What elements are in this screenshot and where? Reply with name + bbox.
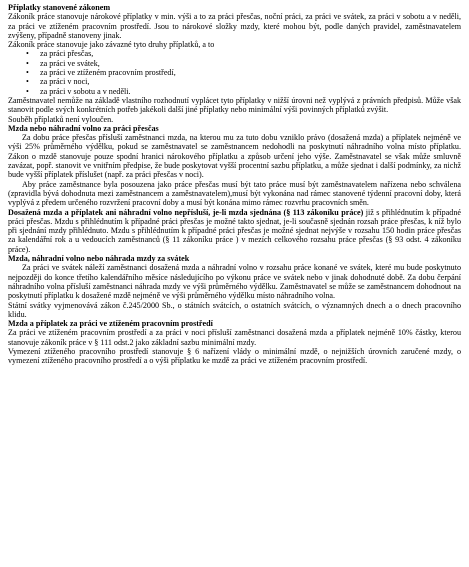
section-heading-holiday: Mzda, náhradní volno nebo náhrada mzdy za svátek (8, 254, 190, 264)
section-heading-agreed-wage: Dosažená mzda a příplatek ani náhradní volno nepřísluší, je-li mzda sjednána (§ 113 zákoníku práce) (8, 207, 364, 217)
section-heading-statutory-allowances: Příplatky stanovené zákonem (8, 3, 111, 12)
paragraph: Aby práce zaměstnance byla posouzena jako práce přesčas musí být tato práce musí být zaměstnavatelem nařízena nebo schválena (zpravidla bývá dohodnuta mezi zaměstnancem a zaměstnavatelem),musí být vykonána nad rámec stanovené týdenní pracovní doby, která vyplývá z předem určeného rozvržení pracovní doby a musí být konána mimo rámec rozvrhu pracovních směn. (8, 179, 461, 208)
paragraph: Zaměstnavatel nemůže na základě vlastního rozhodnutí vyplácet tyto příplatky v nižší úrovni než vyplývá z právních předpisů. Může však stanovit podle svých konkrétních potřeb jakékoli další jiné příplatky nebo minimální výši povinných příplatků zvýšit. (8, 95, 461, 115)
allowance-list (8, 49, 461, 95)
paragraph-text: již s přihlédnutím k případné práci přesčas. Mzdu s přihlédnutím k případné práci přesčas je možné takto sjednat, je-li současně sjednán rozsah práce přesčas, k níž bylo při sjednání mzdy přihlédnuto. Mzdu s přihlédnutím k případné práci přesčas je možné sjednat nejvýše v rozsahu 150 hodin práce přesčas za kalendářní rok a u vedoucích zaměstnanců (§ 11 zákoníku práce ) v mezích celkového rozsahu práce přesčas (§ 93 odst. 4 zákoníku práce). (8, 207, 461, 254)
list-item: • za práci přesčas, (40, 49, 461, 58)
paragraph-with-bold-lead (8, 208, 461, 254)
paragraph: Vymezení ztíženého pracovního prostředí stanovuje § 6 nařízení vlády o minimální mzdě, o nejnižších úrovních zaručené mzdy, o vymezení ztíženého pracovního prostředí a o výši příplatku ke mzdě za práci ve ztíženém pracovním prostředí. (8, 346, 461, 366)
list-item: • za práci v sobotu a v neděli. (40, 87, 461, 96)
section-heading-difficult-environment: Mzda a příplatek za práci ve ztíženém pracovním prostředí (8, 319, 213, 329)
section-heading-overtime: Mzda nebo náhradní volno za práci přesčas (8, 123, 159, 133)
list-item: • za práci ve svátek, (40, 59, 461, 68)
paragraph: Zákoník práce stanovuje nárokové příplatky v min. výši a to za práci přesčas, noční práci, za práci ve svátek, za práci v sobotu a v neděli, za práci ve ztíženém pracovním prostředí. Jsou to nárokové složky mzdy, které mohou být, podle daných pravidel, zaměstnavatelem zvýšeny, případně stanoveny jinak. (8, 12, 461, 40)
list-item: • za práci ve ztíženém pracovním prostředí, (40, 68, 461, 77)
paragraph: Za práci ve svátek náleží zaměstnanci dosažená mzda a náhradní volno v rozsahu práce konané ve svátek, které mu bude poskytnuto nejpozději do konce třetího kalendářního měsíce následujícího po výkonu práce ve svátek nebo v jinak dohodnuté době. Za dobu čerpání náhradního volna přísluší zaměstnanci náhrada mzdy ve výši průměrného výdělku. Zaměstnavatel se může se zaměstnancem dohodnout na poskytnutí příplatku k dosažené mzdě nejméně ve výši průměrného výdělku místo náhradního volna. (8, 263, 461, 301)
paragraph: Za dobu práce přesčas přísluší zaměstnanci mzda, na kterou mu za tuto dobu vzniklo právo (dosažená mzda) a příplatek nejméně ve výši 25% průměrného výdělku, pokud se zaměstnavatel se zaměstnancem nedohodli na poskytnutí náhradního volna místo příplatku. Zákon o mzdě stanovuje pouze spodní hranici nárokového příplatku a způsob určení jeho výše. Zaměstnavatel se však může smluvně zavázat, popř. stanovit ve vnitřním předpise, že bude poskytovat vyšší procentní sazbu příplatku, a může sjednat i další podmínky, za nichž bude vyšší příplatek příslušet (např. za práci přesčas v noci). (8, 133, 461, 180)
paragraph: Zákoník práce stanovuje jako závazné tyto druhy příplatků, a to (8, 40, 215, 50)
paragraph: Za práci ve ztíženém pracovním prostředí a za práci v noci přísluší zaměstnanci dosažená mzda a příplatek nejméně 10% částky, kterou stanovuje zákoník práce v § 111 odst.2 jako základní sazbu minimální mzdy. (8, 328, 461, 347)
paragraph: Souběh příplatků není vyloučen. (8, 114, 114, 124)
list-item: • za práci v noci, (40, 77, 461, 86)
paragraph: Státní svátky vyjmenovává zákon č.245/2000 Sb., o státních svátcích, o ostatních svátcích, o významných dnech a o dnech pracovního klidu. (8, 300, 461, 319)
